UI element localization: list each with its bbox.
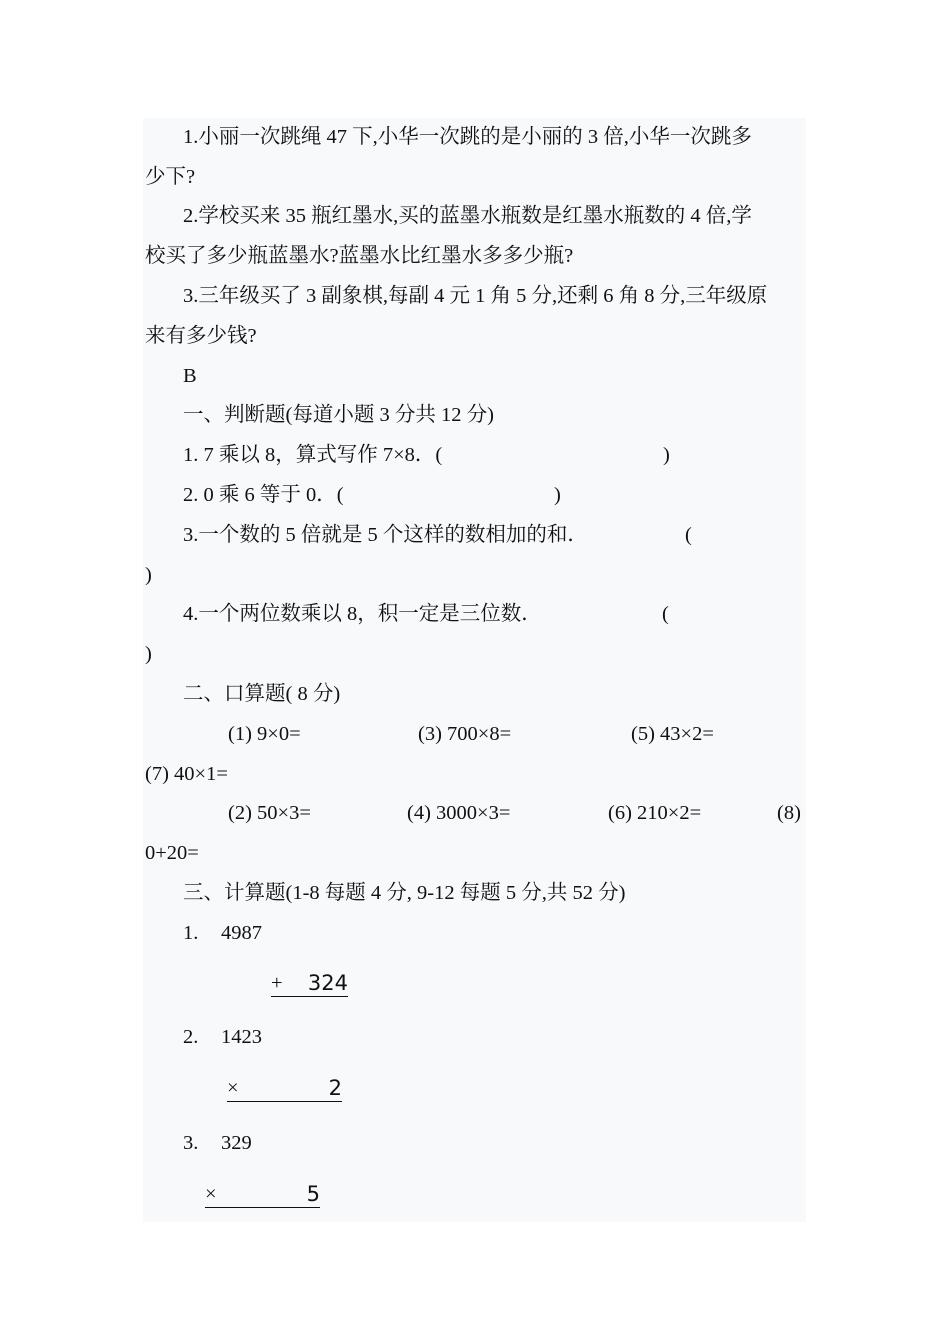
calc-1-operator: + (271, 972, 283, 994)
word-problem-1-line1: 1.小丽一次跳绳 47 下,小华一次跳的是小丽的 3 倍,小华一次跳多 (183, 126, 752, 148)
calc-2-number: 2. (183, 1026, 199, 1048)
section-b-label: B (183, 365, 197, 387)
oral-item-5: (5) 43×2= (631, 723, 714, 745)
calc-1-operand: 324 (307, 971, 348, 995)
oral-item-6: (6) 210×2= (608, 802, 702, 824)
word-problem-3-line2: 来有多少钱? (145, 325, 257, 347)
calc-3-number: 3. (183, 1132, 199, 1154)
judgment-item-2-close: ) (554, 484, 561, 506)
oral-item-1: (1) 9×0= (228, 723, 301, 745)
calc-3-bottom-row (205, 1181, 320, 1208)
judgment-item-3-close: ) (145, 564, 152, 586)
calc-2-top: 1423 (221, 1026, 262, 1048)
calc-3-operand: 5 (306, 1182, 320, 1206)
judgment-item-1-close: ) (663, 444, 670, 466)
calc-heading: 三、计算题(1-8 每题 4 分, 9-12 每题 5 分,共 52 分) (183, 882, 626, 904)
calc-3-top: 329 (221, 1132, 252, 1154)
word-problem-2-line1: 2.学校买来 35 瓶红墨水,买的蓝墨水瓶数是红墨水瓶数的 4 倍,学 (183, 205, 752, 227)
calc-2-bottom-row (227, 1075, 342, 1102)
judgment-item-1-text: 1. 7 乘以 8，算式写作 7×8．( (183, 444, 443, 466)
oral-item-3: (3) 700×8= (418, 723, 512, 745)
judgment-heading: 一、判断题(每道小题 3 分共 12 分) (183, 404, 494, 426)
judgment-item-3-text: 3.一个数的 5 倍就是 5 个这样的数相加的和． (183, 524, 588, 546)
judgment-item-4-text: 4.一个两位数乘以 8，积一定是三位数． (183, 603, 542, 625)
calc-1-bottom-row (271, 970, 348, 997)
calc-1-top: 4987 (221, 922, 262, 944)
judgment-item-3-open: ( (685, 524, 692, 546)
judgment-item-2-text: 2. 0 乘 6 等于 0．( (183, 484, 344, 506)
oral-item-8-expr: 0+20= (145, 842, 199, 864)
word-problem-2-line2: 校买了多少瓶蓝墨水?蓝墨水比红墨水多多少瓶? (145, 245, 574, 267)
oral-item-8-label: (8) (777, 802, 801, 824)
word-problem-1-line2: 少下? (145, 166, 196, 188)
oral-item-4: (4) 3000×3= (407, 802, 511, 824)
word-problem-3-line1: 3.三年级买了 3 副象棋,每副 4 元 1 角 5 分,还剩 6 角 8 分,三年级原 (183, 285, 768, 307)
calc-3-operator: × (205, 1183, 217, 1205)
oral-heading: 二、口算题( 8 分) (183, 683, 341, 705)
calc-2-operand: 2 (328, 1076, 342, 1100)
oral-item-7: (7) 40×1= (145, 763, 228, 785)
calc-1-number: 1. (183, 922, 199, 944)
judgment-item-4-close: ) (145, 643, 152, 665)
judgment-item-4-open: ( (662, 603, 669, 625)
oral-item-2: (2) 50×3= (228, 802, 311, 824)
calc-2-operator: × (227, 1077, 239, 1099)
